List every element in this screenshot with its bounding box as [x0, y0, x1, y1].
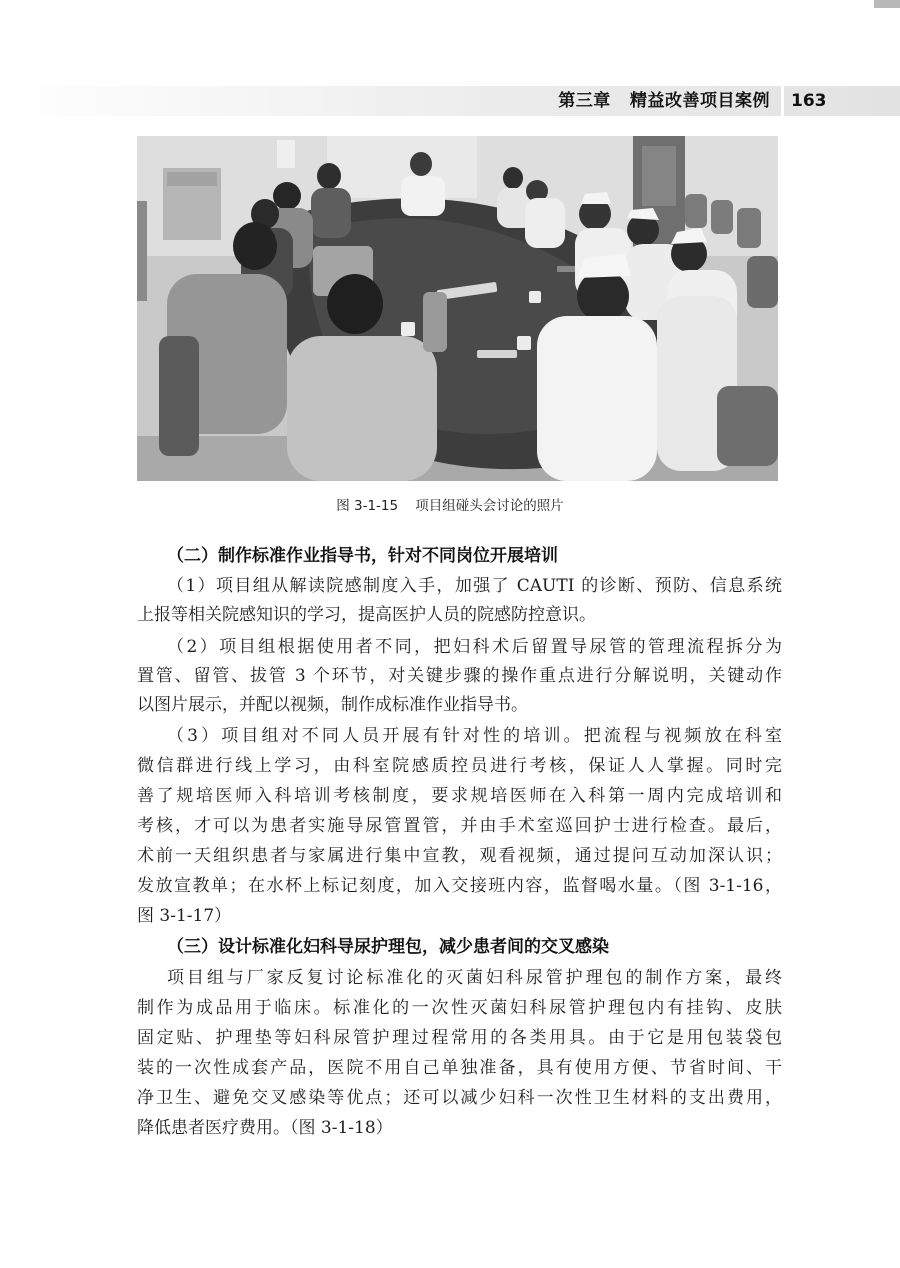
paragraph-line: （2）项目组根据使用者不同，把妇科术后留置导尿管的管理流程拆分为 [167, 637, 782, 657]
paragraph-line: （1）项目组从解读院感制度入手，加强了 CAUTI 的诊断、预防、信息系统 [167, 576, 782, 596]
paragraph-line: 善了规培医师入科培训考核制度，要求规培医师在入科第一周内完成培训和 [137, 786, 782, 806]
paragraph-line: 净卫生、避免交叉感染等优点；还可以减少妇科一次性卫生材料的支出费用， [137, 1088, 782, 1108]
section-heading-2: （二）制作标准作业指导书，针对不同岗位开展培训 [167, 546, 558, 566]
paragraph-line: 术前一天组织患者与家属进行集中宣教，观看视频，通过提问互动加深认识； [137, 846, 782, 866]
paragraph-line: 降低患者医疗费用。（图 3-1-18） [137, 1118, 393, 1138]
paragraph-line: 以图片展示，并配以视频，制作成标准作业指导书。 [137, 695, 528, 715]
paragraph-line: 考核，才可以为患者实施导尿管置管，并由手术室巡回护士进行检查。最后， [137, 816, 782, 836]
meeting-photo [137, 136, 778, 481]
paragraph-line: 微信群进行线上学习，由科室院感质控员进行考核，保证人人掌握。同时完 [137, 756, 782, 776]
paragraph-line: 发放宣教单；在水杯上标记刻度，加入交接班内容，监督喝水量。（图 3-1-16， [137, 876, 782, 896]
paragraph-line: 装的一次性成套产品，医院不用自己单独准备，具有使用方便、节省时间、干 [137, 1058, 782, 1078]
chapter-title: 第三章 精益改善项目案例 [558, 91, 770, 111]
paragraph-line: 图 3-1-17） [137, 906, 232, 926]
paragraph-line: 制作为成品用于临床。标准化的一次性灭菌妇科尿管护理包内有挂钩、皮肤 [137, 998, 782, 1018]
meeting-photo-illustration [137, 136, 778, 481]
paragraph-line: 固定贴、护理垫等妇科尿管护理过程常用的各类用具。由于它是用包装袋包 [137, 1028, 782, 1048]
page-corner-mark [874, 0, 900, 8]
header-divider [781, 86, 784, 116]
figure-caption: 图 3-1-15 项目组碰头会讨论的照片 [336, 498, 564, 514]
paragraph-line: （3）项目组对不同人员开展有针对性的培训。把流程与视频放在科室 [167, 726, 782, 746]
paragraph-line: 项目组与厂家反复讨论标准化的灭菌妇科尿管护理包的制作方案，最终 [167, 968, 782, 988]
section-heading-3: （三）设计标准化妇科导尿护理包，减少患者间的交叉感染 [167, 937, 609, 957]
paragraph-line: 置管、留管、拔管 3 个环节，对关键步骤的操作重点进行分解说明，关键动作 [137, 666, 782, 686]
page-number: 163 [791, 91, 827, 111]
paragraph-line: 上报等相关院感知识的学习，提高医护人员的院感防控意识。 [137, 605, 596, 625]
